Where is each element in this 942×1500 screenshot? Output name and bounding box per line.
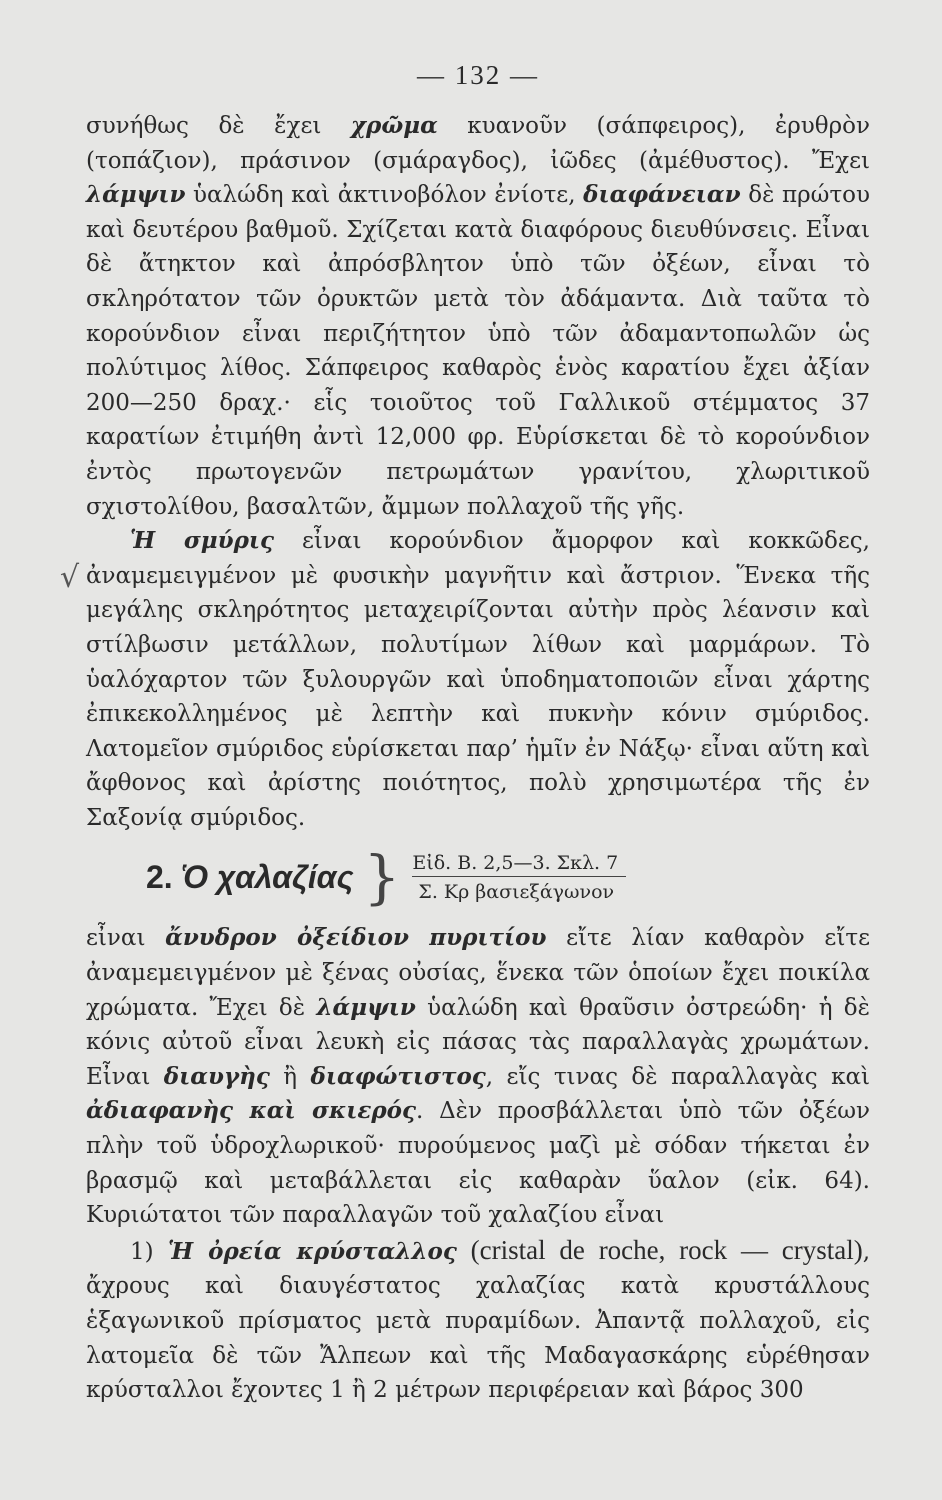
text: εἶναι bbox=[86, 925, 166, 952]
paragraph-corundum bbox=[86, 109, 870, 524]
section-name: Ὁ χαλαζίας bbox=[181, 858, 354, 895]
keyword: λάμψιν bbox=[316, 993, 416, 1021]
properties-line-1: Εἰδ. Β. 2,5—3. Σκλ. 7 bbox=[412, 852, 626, 877]
brace: } bbox=[363, 843, 401, 912]
text: δὲ πρώτου καὶ δευτέρου βαθμοῦ. Σχίζεται κατὰ διαφόρους διευθύνσεις. Εἶναι δὲ ἄτηκτον καὶ ἀπρόσβλητον ὑπὸ τῶν ὀξέων, εἶναι τὸ σκληρότατον τῶν ὀρυκτῶν μετὰ τὸν ἀδάμαντα. Διὰ ταῦτα τὸ κορούνδιον εἶναι περιζήτητον ὑπὸ τῶν ἀδαμαντοπωλῶν ὡς πολύτιμος λίθος. Σάπφειρος καθαρὸς ἑνὸς καρατίου ἔχει ἀξίαν 200—250 δραχ.· εἷς τοιοῦτος τοῦ Γαλλικοῦ στέμματος 37 καρατίων ἐτιμήθη ἀντὶ 12,000 φρ. Εὑρίσκεται δὲ τὸ κορούνδιον ἐντὸς πρωτογενῶν πετρωμάτων γρανίτου, χλωριτικοῦ σχιστολίθου, βασαλτῶν, ἄμμων πολλαχοῦ τῆς γῆς. bbox=[86, 182, 870, 520]
keyword: διαυγὴς bbox=[163, 1062, 270, 1090]
text: εἶναι κορούνδιον ἄμορφον καὶ κοκκῶδες, ἀναμεμειγμένον μὲ φυσικὴν μαγνῆτιν καὶ ἄστριον. Ἕνεκα τῆς μεγάλης σκληρότητος μεταχειρίζονται αὐτὴν πρὸς λέανσιν καὶ στίλβωσιν μετάλλων, πολυτίμων λίθων καὶ μαρμάρων. Τὸ ὑαλόχαρτον τῶν ξυλουργῶν καὶ ὑποδηματοποιῶν εἶναι χάρτης ἐπικεκολλημένος μὲ λεπτὴν καὶ πυκνὴν κόνιν σμύριδος. Λατομεῖον σμύριδος εὑρίσκεται παρ’ ἡμῖν ἐν Νάξῳ· εἶναι αὕτη καὶ ἄφθονος καὶ ἀρίστης ποιότητος, πολὺ χρησιμωτέρα τῆς ἐν Σαξονίᾳ σμύριδος. bbox=[86, 528, 870, 831]
keyword: χρῶμα bbox=[350, 112, 438, 139]
text: συνήθως δὲ ἔχει bbox=[86, 113, 351, 139]
latin-term: (cristal de roche, rock — crystal) bbox=[456, 1234, 863, 1265]
mineral-properties bbox=[412, 852, 626, 903]
section-number: 2. bbox=[146, 858, 173, 895]
section-heading-quartz bbox=[146, 841, 870, 913]
keyword: διαφώτιστος bbox=[310, 1062, 486, 1090]
properties-line-2: Σ. Κρ βασιεξάγωνον bbox=[418, 880, 615, 903]
paragraph-emery bbox=[86, 524, 870, 835]
text: ἢ bbox=[269, 1063, 311, 1090]
keyword: Ἡ ὀρεία κρύσταλλος bbox=[167, 1237, 457, 1265]
keyword: λάμψιν bbox=[86, 181, 186, 209]
paragraph-rock-crystal bbox=[86, 1233, 870, 1408]
page-number: — 132 — bbox=[417, 60, 539, 90]
list-number: 1) bbox=[130, 1238, 168, 1265]
keyword: ἀδιαφανὴς καὶ σκιερός bbox=[86, 1097, 416, 1125]
text: ὑαλώδη καὶ ἀκτινοβόλον ἐνίοτε, bbox=[185, 182, 584, 209]
text: ὑαλώδη καὶ θραῦσιν ὀστρεώδη· ἡ δὲ κόνις αὐτοῦ εἶναι λευκὴ εἰς πάσας τὰς παραλλαγὰς χρωμάτων. Εἶναι bbox=[86, 994, 870, 1090]
section-title bbox=[146, 859, 353, 896]
paragraph-quartz bbox=[86, 921, 870, 1232]
keyword: διαφάνειαν bbox=[583, 181, 741, 209]
text: εἴτε λίαν καθαρὸν εἴτε ἀναμεμειγμένον μὲ ξένας οὐσίας, ἕνεκα τῶν ὁποίων ἔχει ποικίλα χρώματα. Ἔχει δὲ bbox=[86, 925, 870, 1021]
text: , εἴς τινας δὲ παραλλαγὰς καὶ bbox=[485, 1063, 870, 1090]
text: κυανοῦν (σάπφειρος), ἐρυθρὸν (τοπάζιον), πράσινον (σμάραγδος), ἰῶδες (ἀμέθυστος). Ἔχει bbox=[86, 113, 870, 174]
text: , ἄχρους καὶ διαυγέστατος χαλαζίας κατὰ κρυστάλλους ἑξαγωνικοῦ πρίσματος μετὰ πυραμίδων. Ἀπαντᾷ πολλαχοῦ, εἰς λατομεῖα δὲ τῶν Ἄλπεων καὶ τῆς Μαδαγασκάρης εὑρέθησαν κρύσταλλοι ἔχοντες 1 ἢ 2 μέτρων περιφέρειαν καὶ βάρος 300 bbox=[86, 1238, 871, 1404]
keyword: Ἡ σμύρις bbox=[130, 527, 275, 555]
text: . Δὲν προσβάλλεται ὑπὸ τῶν ὀξέων πλὴν τοῦ ὑδροχλωρικοῦ· πυρούμενος μαζὶ μὲ σόδαν τήκεται ἐν βρασμῷ καὶ μεταβάλλεται εἰς καθαρὰν ὕαλον (εἰκ. 64). Κυριώτατοι τῶν παραλλαγῶν τοῦ χαλαζίου εἶναι bbox=[86, 1098, 870, 1229]
handwritten-check-mark: √ bbox=[60, 560, 80, 595]
keyword: ἄνυδρον ὀξείδιον πυριτίου bbox=[165, 924, 547, 952]
